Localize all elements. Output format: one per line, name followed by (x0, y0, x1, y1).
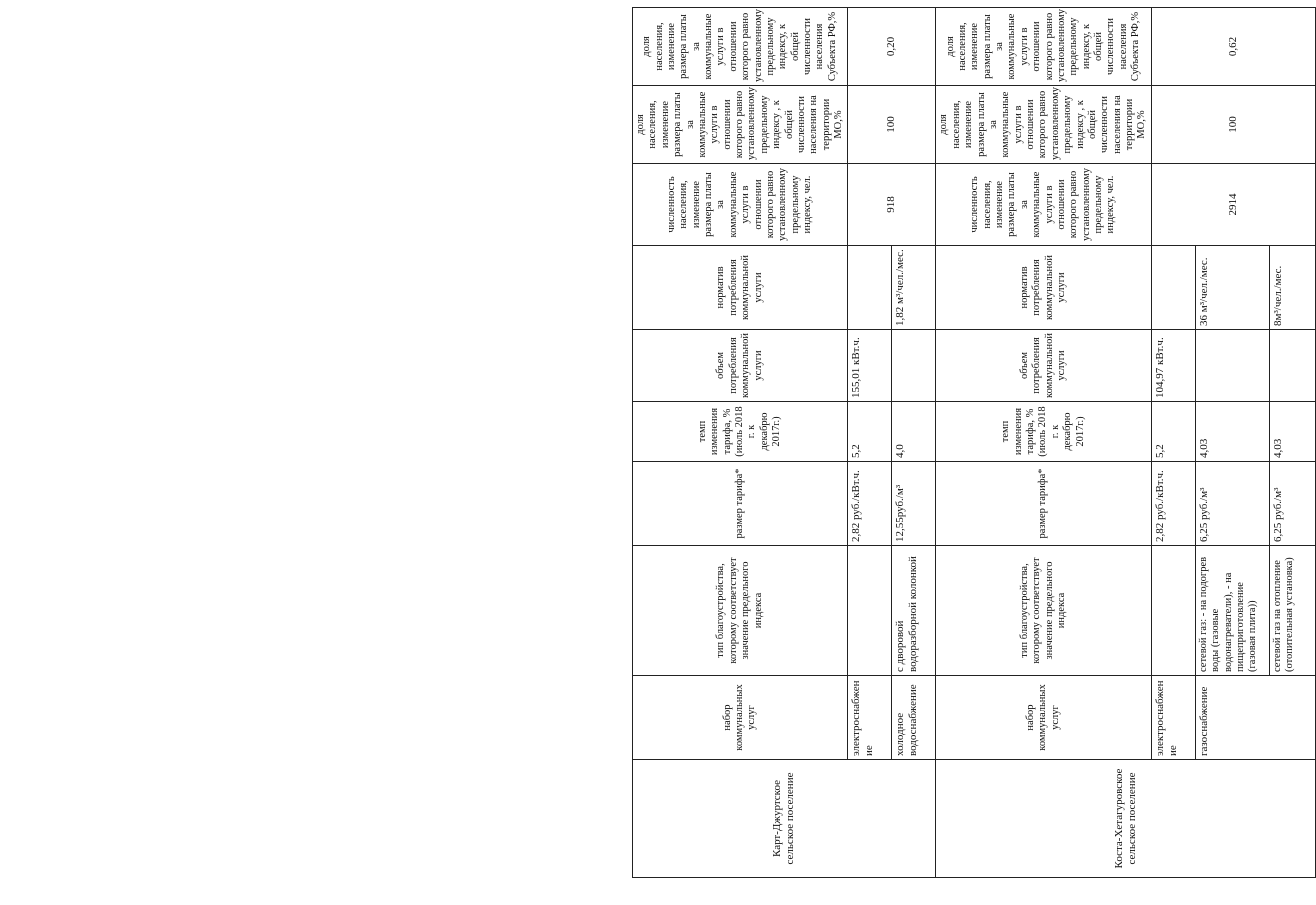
rate-cell: 5,2 (848, 402, 892, 462)
volume-cell: 155,01 кВт.ч. (848, 330, 892, 402)
header-improvement: тип благоустройства, которому соответствует значение предельного индекса (633, 546, 848, 676)
share-rf-cell: 0,62 (1151, 8, 1315, 86)
improvement-cell: с дворовой водоразборной колонкой (892, 546, 936, 676)
header-population: численность населения, изменение размера платы за коммунальные услуги в отношении которого равно установленному предельному индексу, чел. (936, 164, 1151, 246)
header-share-mo: доля населения, изменение размера платы за коммунальные услуги в отношении которого равно установленному предельному индексу , к общей численности населения на территории МО,% (936, 86, 1151, 164)
settlement-1-name: Карт-Джуртское сельское поселение (633, 760, 936, 878)
rate-cell: 5,2 (1151, 402, 1195, 462)
share-rf-cell: 0,20 (848, 8, 936, 86)
header-tariff: размер тарифа* (633, 462, 848, 546)
rate-cell: 4,0 (892, 402, 936, 462)
header-volume: объем потребления коммунальной услуги (936, 330, 1151, 402)
document-sheet (632, 0, 1296, 878)
header-norm: норматив потребления коммунальной услуги (633, 246, 848, 330)
rate-cell: 4,03 (1195, 402, 1269, 462)
service-cell: электроснабжен ие (848, 676, 892, 760)
norm-cell: 1,82 м³/чел./мес. (892, 246, 936, 330)
header-volume: объем потребления коммунальной услуги (633, 330, 848, 402)
volume-cell (1269, 330, 1315, 402)
norm-cell: 36 м³/чел./мес. (1195, 246, 1269, 330)
header-rate: темп изменения тарифа, % (июль 2018 г. к декабрю 2017г.) (936, 402, 1151, 462)
header-population: численность населения, изменение размера платы за коммунальные услуги в отношении которого равно установленному предельному индексу, чел. (633, 164, 848, 246)
settlement-1-header-row (633, 8, 848, 878)
tariff-cell: 2,82 руб./кВт.ч. (848, 462, 892, 546)
service-cell: холодное водоснабжение (892, 676, 936, 760)
header-share-rf: доля населения, изменение размера платы за коммунальные услуги в отношении которого равно установленному предельному индексу, к общей численности населения Субъекта РФ,% (936, 8, 1151, 86)
improvement-cell (1151, 546, 1195, 676)
header-services: набор коммунальных услуг (936, 676, 1151, 760)
improvement-cell (848, 546, 892, 676)
tariff-table (632, 7, 1316, 878)
tariff-cell: 6,25 руб./м³ (1195, 462, 1269, 546)
tariff-cell: 12,55руб./м³ (892, 462, 936, 546)
table-row (848, 8, 892, 878)
header-rate: темп изменения тарифа, % (июль 2018 г. к декабрю 2017г.) (633, 402, 848, 462)
settlement-2-header-row (936, 8, 1151, 878)
header-norm: норматив потребления коммунальной услуги (936, 246, 1151, 330)
header-share-rf: доля населения, изменение размера платы за коммунальные услуги в отношении которого равно установленному предельному индексу, к общей численности населения Субъекта РФ,% (633, 8, 848, 86)
header-services: набор коммунальных услуг (633, 676, 848, 760)
rate-cell: 4,03 (1269, 402, 1315, 462)
header-improvement: тип благоустройства, которому соответствует значение предельного индекса (936, 546, 1151, 676)
header-share-mo: доля населения, изменение размера платы за коммунальные услуги в отношении которого равно установленному предельному индексу , к общей численности населения на территории МО,% (633, 86, 848, 164)
volume-cell: 104,97 кВт.ч. (1151, 330, 1195, 402)
improvement-cell: сетевой газ: - на подогрев воды (газовые водонагреватели), - на пищеприготовление (газовая плита)) (1195, 546, 1269, 676)
share-mo-cell: 100 (1151, 86, 1315, 164)
settlement-2-name: Коста-Хетагуровское сельское поселение (936, 760, 1315, 878)
volume-cell (1195, 330, 1269, 402)
norm-cell (1151, 246, 1195, 330)
population-cell: 2914 (1151, 164, 1315, 246)
tariff-cell: 2,82 руб./кВт.ч. (1151, 462, 1195, 546)
volume-cell (892, 330, 936, 402)
header-tariff: размер тарифа* (936, 462, 1151, 546)
improvement-cell: сетевой газ на отопление (отопительная установка) (1269, 546, 1315, 676)
norm-cell: 8м³/чел./мес. (1269, 246, 1315, 330)
share-mo-cell: 100 (848, 86, 936, 164)
norm-cell (848, 246, 892, 330)
service-cell: газоснабжение (1195, 676, 1315, 760)
table-row (1151, 8, 1195, 878)
service-cell: электроснабжен ие (1151, 676, 1195, 760)
tariff-cell: 6,25 руб./м³ (1269, 462, 1315, 546)
population-cell: 918 (848, 164, 936, 246)
